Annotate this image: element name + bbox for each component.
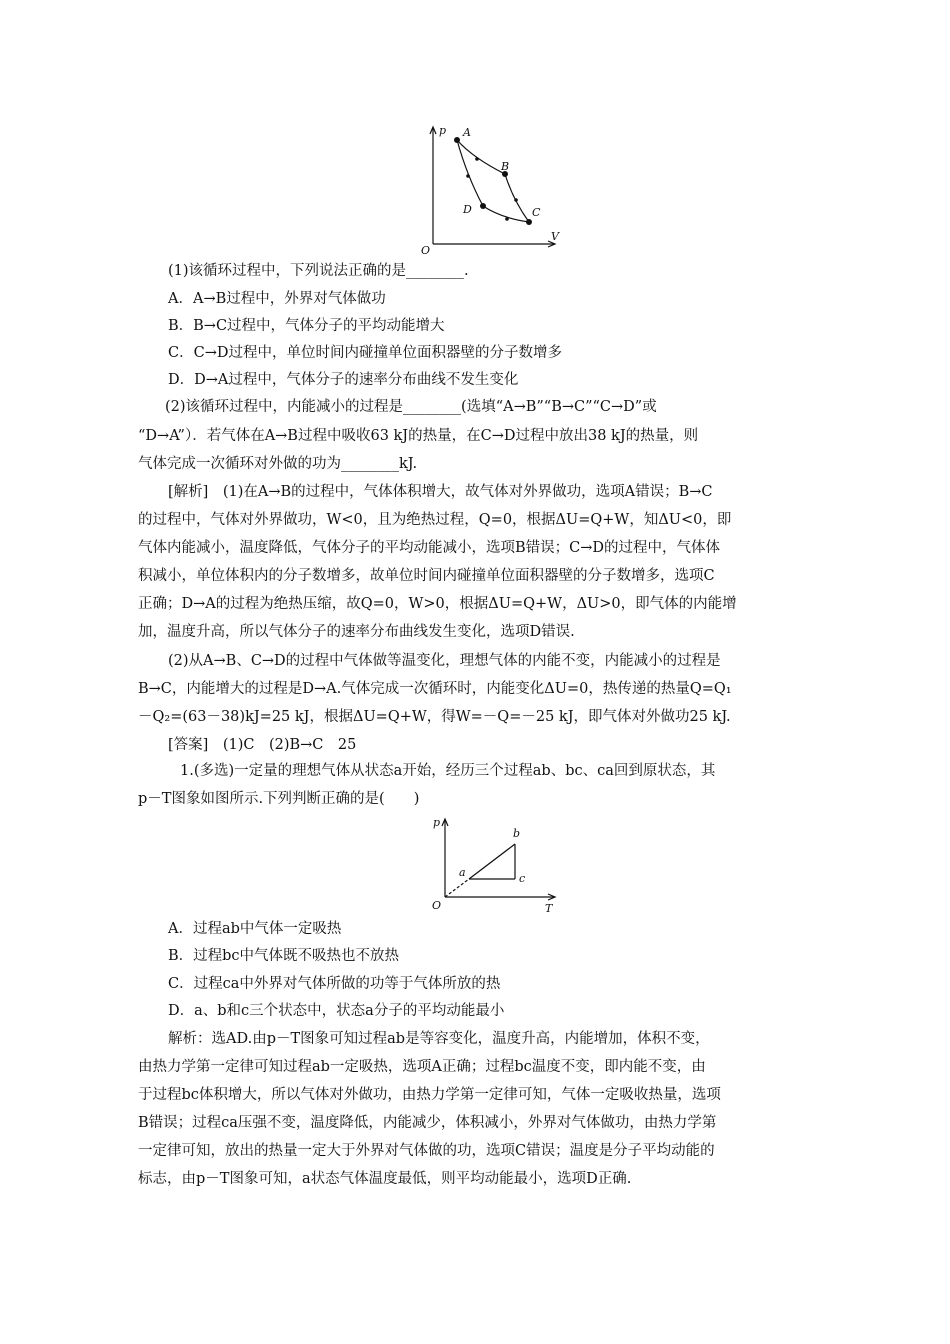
q2-option-c: C．过程ca中外界对气体所做的功等于气体所放的热 bbox=[168, 976, 501, 992]
analysis-line: －Q₂=(63－38)kJ=25 kJ，根据ΔU=Q+W，得W=－Q=－25 kJ，即气体对外做功25 kJ. bbox=[138, 709, 731, 725]
analysis-line: (2)从A→B、C→D的过程中气体做等温变化，理想气体的内能不变，内能减小的过程是 bbox=[168, 653, 721, 669]
q2-analysis-line: 于过程bc体积增大，所以气体对外做功，由热力学第一定律可知，气体一定吸收热量，选项 bbox=[138, 1087, 721, 1103]
question2-line: 1.(多选)一定量的理想气体从状态a开始，经历三个过程ab、bc、ca回到原状态，其 bbox=[180, 763, 716, 779]
label-point-d: D bbox=[463, 203, 472, 216]
q2-option-b: B．过程bc中气体既不吸热也不放热 bbox=[168, 948, 400, 964]
label-p: p bbox=[439, 124, 447, 137]
label-point-b: B bbox=[501, 160, 510, 173]
question-part1: (1)该循环过程中，下列说法正确的是________. bbox=[168, 263, 469, 279]
extension-to-origin bbox=[445, 879, 469, 897]
option-c: C．C→D过程中，单位时间内碰撞单位面积器壁的分子数增多 bbox=[168, 345, 562, 361]
analysis-line: B→C，内能增大的过程是D→A.气体完成一次循环时，内能变化ΔU=0，热传递的热量Q=Q₁ bbox=[138, 681, 732, 697]
arrow-marker-dc bbox=[505, 217, 509, 221]
curve-b-c bbox=[505, 174, 529, 222]
q2-analysis-line: 标志，由p－T图象可知，a状态气体温度最低，则平均动能最小，选项D正确. bbox=[138, 1171, 632, 1187]
point-c-dot bbox=[526, 219, 532, 225]
question-part2-line: 气体完成一次循环对外做的功为________kJ. bbox=[138, 456, 418, 472]
question-part2-line: “D→A”）．若气体在A→B过程中吸收63 kJ的热量，在C→D过程中放出38 kJ的热量，则 bbox=[138, 428, 699, 444]
q2-analysis-line: B错误；过程ca压强不变，温度降低，内能减少，体积减小，外界对气体做功，由热力学第 bbox=[138, 1115, 717, 1131]
label-t: T bbox=[545, 902, 553, 915]
option-a: A．A→B过程中，外界对气体做功 bbox=[168, 291, 386, 307]
label-p: p bbox=[433, 816, 441, 829]
label-origin: O bbox=[432, 899, 442, 912]
arrow-marker-ad bbox=[466, 174, 470, 178]
label-state-a: a bbox=[459, 866, 466, 879]
pv-cycle-figure bbox=[415, 118, 570, 258]
question-part2-line: (2)该循环过程中，内能减小的过程是________(选填“A→B”“B→C”“C→D”或 bbox=[165, 399, 657, 415]
analysis-line: 加，温度升高，所以气体分子的速率分布曲线发生变化，选项D错误. bbox=[138, 624, 575, 640]
answer: [答案] (1)C (2)B→C 25 bbox=[168, 737, 357, 753]
option-d: D．D→A过程中，气体分子的速率分布曲线不发生变化 bbox=[168, 372, 519, 388]
arrow-marker-ab bbox=[475, 157, 479, 161]
q2-option-a: A．过程ab中气体一定吸热 bbox=[168, 921, 342, 937]
analysis-line: [解析] (1)在A→B的过程中，气体体积增大，故气体对外界做功，选项A错误；B→C bbox=[168, 484, 713, 500]
analysis-line: 正确；D→A的过程为绝热压缩，故Q=0，W>0，根据ΔU=Q+W，ΔU>0，即气体的内能增 bbox=[138, 596, 737, 612]
q2-analysis-line: 由热力学第一定律可知过程ab一定吸热，选项A正确；过程bc温度不变，即内能不变，由 bbox=[138, 1059, 706, 1075]
q2-analysis-line: 一定律可知，放出的热量一定大于外界对气体做的功，选项C错误；温度是分子平均动能的 bbox=[138, 1143, 715, 1159]
label-state-c: c bbox=[519, 872, 526, 885]
label-state-b: b bbox=[513, 827, 521, 840]
analysis-line: 积减小，单位体积内的分子数增多，故单位时间内碰撞单位面积器壁的分子数增多，选项C bbox=[138, 568, 715, 584]
q2-analysis-line: 解析：选AD.由p－T图象可知过程ab是等容变化，温度升高，内能增加，体积不变， bbox=[168, 1031, 710, 1047]
process-ab bbox=[469, 844, 515, 879]
analysis-line: 气体内能减小，温度降低，气体分子的平均动能减小，选项B错误；C→D的过程中，气体体 bbox=[138, 540, 721, 556]
label-origin: O bbox=[421, 244, 431, 257]
label-point-a: A bbox=[463, 126, 471, 139]
q2-option-d: D．a、b和c三个状态中，状态a分子的平均动能最小 bbox=[168, 1003, 505, 1019]
label-v: V bbox=[551, 230, 559, 243]
arrow-marker-bc bbox=[514, 198, 518, 202]
analysis-line: 的过程中，气体对外界做功，W<0，且为绝热过程，Q=0，根据ΔU=Q+W，知ΔU<0，即 bbox=[138, 512, 732, 528]
label-point-c: C bbox=[532, 206, 541, 219]
question2-line: p－T图象如图所示.下列判断正确的是( ) bbox=[138, 791, 420, 807]
curve-a-d bbox=[457, 140, 483, 206]
option-b: B．B→C过程中，气体分子的平均动能增大 bbox=[168, 318, 445, 334]
pt-diagram-figure bbox=[425, 812, 565, 917]
curve-a-b bbox=[457, 140, 505, 174]
point-a-dot bbox=[454, 137, 460, 143]
point-d-dot bbox=[480, 203, 486, 209]
